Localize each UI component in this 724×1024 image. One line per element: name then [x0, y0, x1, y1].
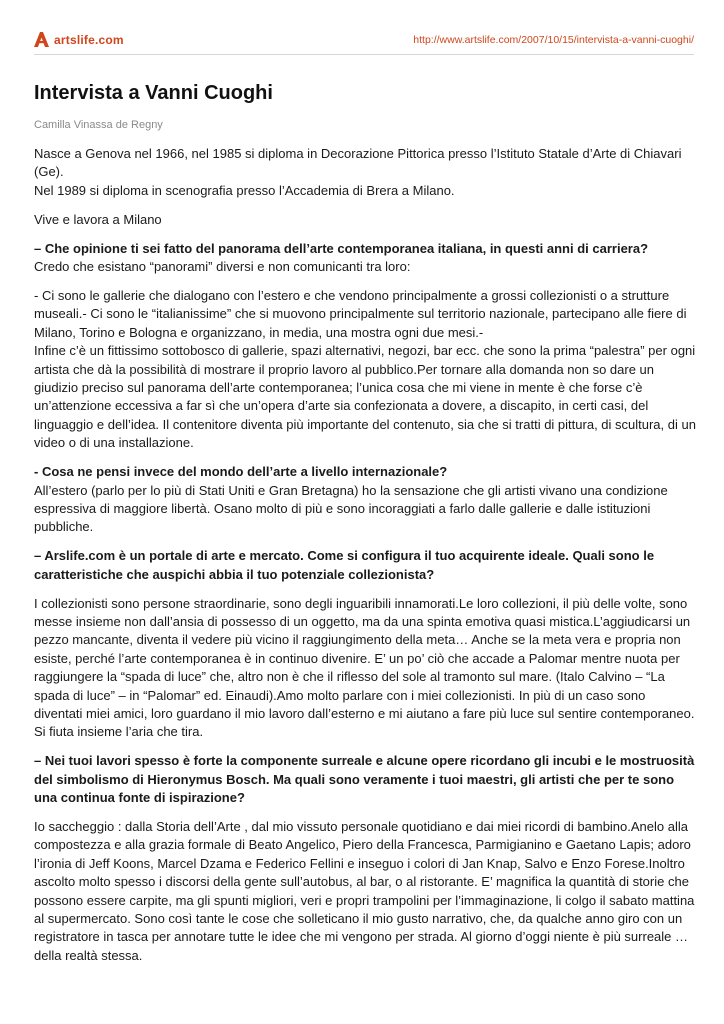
- answer-1-part-1: - Ci sono le gallerie che dialogano con l’estero e che vendono principalmente a grossi collezionisti o a strutture museali.- Ci sono le “italianissime” che si muovono principalmente sul territorio nazionale, partecipano alle fiere di Milano, Torino e Bologna e organizzano, in media, una mostra ogni due mesi.-: [34, 287, 687, 340]
- site-logo-link[interactable]: [34, 32, 124, 47]
- site-name: artslife.com: [54, 32, 124, 47]
- answer-1-paragraph: [34, 287, 696, 453]
- intro-paragraph: [34, 145, 696, 200]
- answer-1-lead: Credo che esistano “panorami” diversi e non comunicanti tra loro:: [34, 259, 411, 275]
- question-4: – Nei tuoi lavori spesso è forte la componente surreale e alcune opere ricordano gli incubi e le mostruosità del simbolismo di Hieronymus Bosch. Ma quali sono veramente i tuoi maestri, gli artisti che per te sono una continua fonte di ispirazione?: [34, 753, 695, 806]
- answer-1-part-2: Infine c’è un fittissimo sottobosco di gallerie, spazi alternativi, negozi, bar ecc. che sono la prima “palestra” per ogni artista che dà la possibilità di mostrare il proprio lavoro al pubblico.Per tornare alla domanda non so dare un giudizio preciso sul panorama dell’arte contemporanea; l’unica cosa che mi viene in mente è che forse c’è un’attenzione eccessiva a far sì che un’opera d’arte sia confezionata a dovere, a discapito, in certi casi, del linguaggio e dell’idea. Il contenitore diventa più importante del contenuto, sia che si tratti di pittura, di scultura, di un video o di una installazione.: [34, 343, 696, 451]
- question-1: – Che opinione ti sei fatto del panorama dell’arte contemporanea italiana, in questi anni di carriera?: [34, 240, 649, 256]
- answer-2: All’estero (parlo per lo più di Stati Uniti e Gran Bretagna) ho la sensazione che gli artisti vivano una condizione espressiva di maggiore libertà. Osano molto di più e sono incoraggiati a farlo dalle gallerie e dalle istituzioni pubbliche.: [34, 482, 668, 535]
- qa-block-1: [34, 240, 696, 277]
- intro-education: Nel 1989 si diploma in scenografia presso l’Accademia di Brera a Milano.: [34, 182, 455, 198]
- top-bar: [34, 30, 694, 55]
- artslife-logo-icon: [34, 32, 49, 47]
- article-body: [34, 145, 696, 976]
- qa-block-2: [34, 463, 696, 537]
- question-3: – Arslife.com è un portale di arte e mercato. Come si configura il tuo acquirente ideale. Quali sono le caratteristiche che auspichi abbia il tuo potenziale collezionista?: [34, 548, 655, 582]
- intro-birth: Nasce a Genova nel 1966, nel 1985 si diploma in Decorazione Pittorica presso l’Istituto Statale d’Arte di Chiavari (Ge).: [34, 146, 682, 180]
- answer-3: I collezionisti sono persone straordinarie, sono degli inguaribili innamorati.Le loro collezioni, il più delle volte, sono messe insieme non dall’ansia di possesso di un oggetto, ma da una spinta emotiva quasi mistica.L’aggiudicarsi un pezzo mancante, diventa il vedere più vicino il raggiungimento della meta… Anche se la meta vera e propria non esiste, perché l’arte contemporanea è in continuo divenire. E’ un po’ ciò che accade a Palomar mentre nuota per raggiungere la “spada di luce” che, altro non è che il riflesso del sole al tramonto sul mare. (Italo Calvino – “La spada di luce” – in “Palomar” ed. Einaudi).Amo molto parlare con i miei collezionisti. In più di un caso sono diventati miei amici, loro guardano il mio lavoro dall’esterno e mi aiutano a fare più luce sul sentire contemporaneo. Si fiuta insieme l’aria che tira.: [34, 595, 695, 740]
- source-url-link[interactable]: http://www.artslife.com/2007/10/15/intervista-a-vanni-cuoghi/: [413, 34, 694, 46]
- intro-residence: Vive e lavora a Milano: [34, 211, 162, 227]
- article-author: Camilla Vinassa de Regny: [34, 119, 163, 131]
- article-title: Intervista a Vanni Cuoghi: [34, 82, 273, 104]
- answer-4: Io saccheggio : dalla Storia dell’Arte , dal mio vissuto personale quotidiano e dai miei ricordi di bambino.Anelo alla compostezza e alla grazia formale di Beato Angelico, Piero della Francesca, Parmigianino e Gaetano Lapis; adoro l’ironia di Jeff Koons, Marcel Dzama e Federico Fellini e inseguo i colori di Jan Knap, Salvo e Enzo Forese.Inoltro ascolto molto spesso i discorsi della gente sull’autobus, al bar, o al ristorante. E’ magnifica la quantità di storie che possono essere carpite, ma gli spunti migliori, veri e propri trampolini per l’immaginazione, li colgo il sabato mattina al supermercato. Sono così tante le cose che solleticano il mio gusto narrativo, che, da qualche anno giro con un registratore in tasca per annotare tutte le idee che mi vengono per strada. Al giorno d’oggi niente è più surreale … della realtà stessa.: [34, 819, 695, 963]
- question-2: - Cosa ne pensi invece del mondo dell’arte a livello internazionale?: [34, 464, 448, 480]
